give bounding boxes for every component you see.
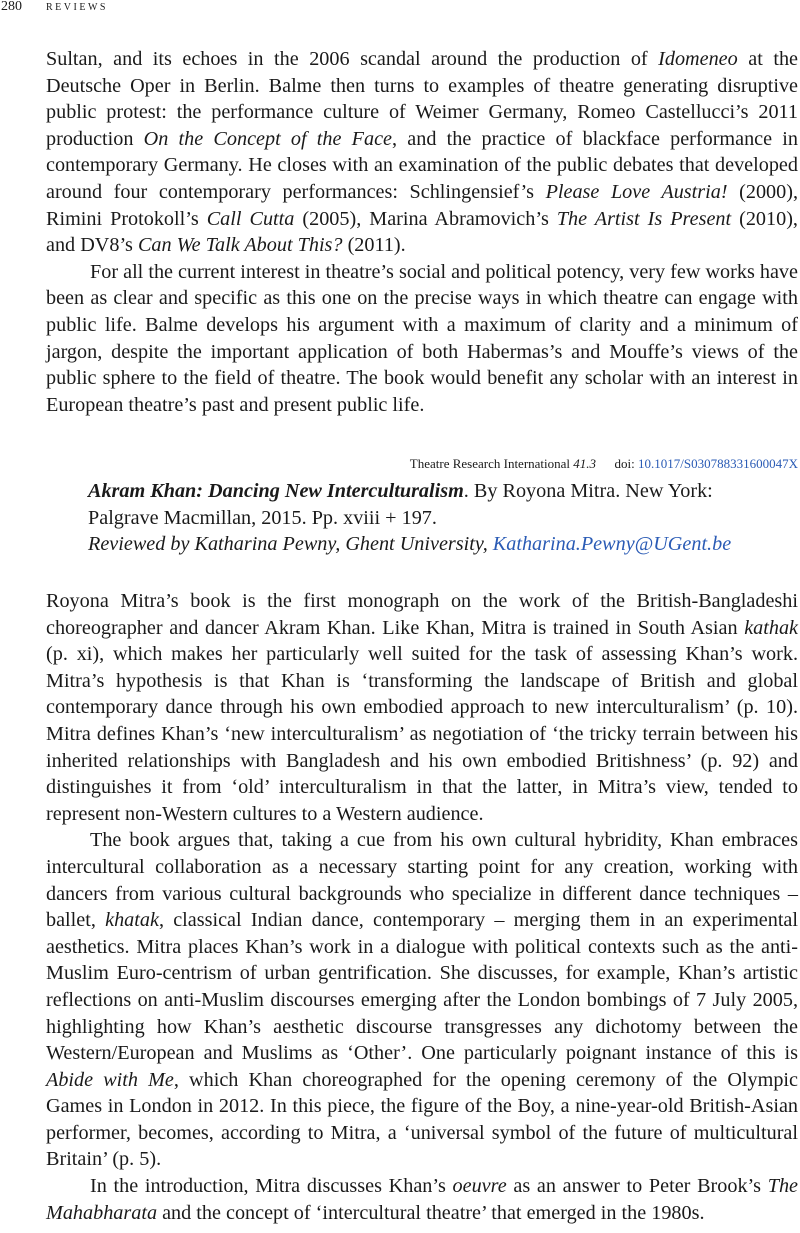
running-head: reviews [46, 0, 108, 14]
page-header [0, 0, 800, 18]
book-title: Akram Khan: Dancing New Interculturalism [88, 480, 464, 502]
reviewer-email-link[interactable]: Katharina.Pewny@UGent.be [492, 533, 732, 556]
doi-link[interactable]: 10.1017/S030788331600047X [638, 456, 798, 471]
review-body [46, 588, 798, 1226]
paragraph: In the introduction, Mitra discusses Khan’s oeuvre as an answer to Peter Brook’s The Mahabharata and the concept of ‘intercultural theatre’ that emerged in the 1980s. [46, 1175, 798, 1224]
doi-label: doi: [614, 456, 635, 471]
paragraph: Sultan, and its echoes in the 2006 scandal around the production of Idomeneo at the Deutsche Oper in Berlin. Balme then turns to examples of theatre generating disruptive public protest: the performance culture of Weimer Germany, Romeo Castellucci’s 2011 production On the Concept of the Face, and the practice of blackface performance in contemporary Germany. He closes with an examination of the public debates that developed around four contemporary performances: Schlingensief’s Please Love Austria! (2000), Rimini Protokoll’s Call Cutta (2005), Marina Abramovich’s The Artist Is Present (2010), and DV8’s Can We Talk About This? (2011). [46, 48, 798, 257]
book-citation [88, 478, 788, 531]
page-number: 280 [1, 0, 22, 14]
journal-citation [410, 456, 798, 472]
paragraph: The book argues that, taking a cue from his own cultural hybridity, Khan embraces intercultural collaboration as a necessary starting point for any creation, working with dancers from various cultural backgrounds who specialize in different dance techniques – ballet, khatak, classical Indian dance, contemporary – merging them in an experimental aesthetics. Mitra places Khan’s work in a dialogue with political contexts such as the anti-Muslim Euro-centrism of urban gentrification. She discusses, for example, Khan’s artistic reflections on anti-Muslim discourses emerging after the London bombings of 7 July 2005, highlighting how Khan’s aesthetic discourse transgresses any dichotomy between the Western/European and Muslims as ‘Other’. One particularly poignant instance of this is Abide with Me, which Khan choreographed for the opening ceremony of the Olympic Games in London in 2012. In this piece, the figure of the Boy, a nine-year-old British-Asian performer, becomes, according to Mitra, a ‘universal symbol of the future of multicultural Britain’ (p. 5). [46, 829, 798, 1171]
paragraph: For all the current interest in theatre’s social and political potency, very few works have been as clear and specific as this one on the precise ways in which theatre can engage with public life. Balme develops his argument with a maximum of clarity and a minimum of jargon, despite the important application of both Habermas’s and Mouffe’s views of the public sphere to the field of theatre. The book would benefit any scholar with an interest in European theatre’s past and present public life. [46, 260, 798, 416]
journal-volume: 41.3 [573, 456, 597, 471]
previous-review-text [46, 46, 798, 418]
review-heading [88, 478, 788, 558]
book-details: . By Royona Mitra. New York: Palgrave Macmillan, 2015. Pp. xviii + 197. [88, 480, 713, 529]
reviewer-line: Reviewed by Katharina Pewny, Ghent University, Katharina.Pewny@UGent.be [88, 533, 732, 556]
journal-name: Theatre Research International [409, 456, 571, 471]
paragraph: Royona Mitra’s book is the first monograph on the work of the British-Bangladeshi choreographer and dancer Akram Khan. Like Khan, Mitra is trained in South Asian kathak (p. xi), which makes her particularly well suited for the task of assessing Khan’s work. Mitra’s hypothesis is that Khan is ‘transforming the landscape of British and global contemporary dance through his own embodied approach to new interculturalism’ (p. 10). Mitra defines Khan’s ‘new interculturalism’ as negotiation of ‘the tricky terrain between his inherited relationships with Bangladesh and his own embodied Britishness’ (p. 92) and distinguishes it from ‘old’ interculturalism in that the latter, in Mitra’s view, tended to represent non-Western cultures to a Western audience. [46, 590, 798, 825]
